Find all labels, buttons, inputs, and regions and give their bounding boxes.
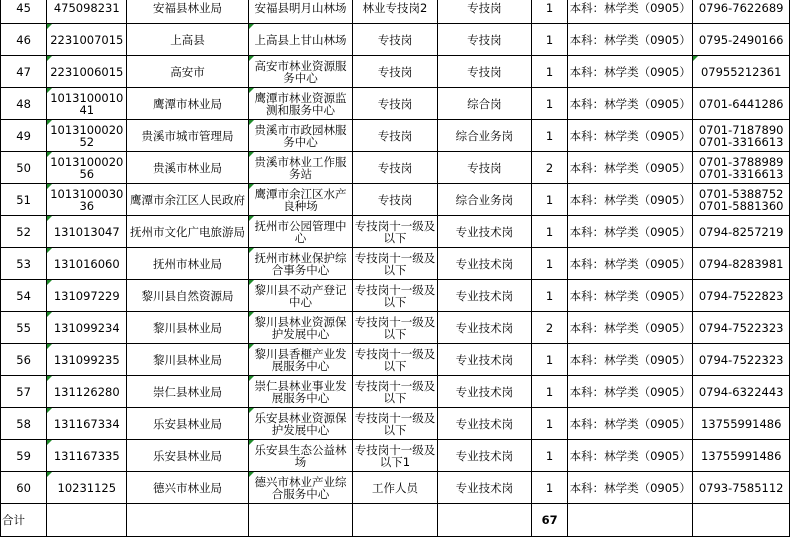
table-row bbox=[1, 376, 790, 408]
cell-dept: 崇仁县林业局 bbox=[127, 376, 248, 408]
cell-type: 专业技术岗 bbox=[437, 280, 532, 312]
cell-unit: 黎川县林业资源保护发展中心 bbox=[248, 312, 353, 344]
total-label: 合计 bbox=[1, 504, 47, 537]
table-row bbox=[1, 408, 790, 440]
cell-dept: 鹰潭市林业局 bbox=[127, 88, 248, 120]
cell-code: 101310003036 bbox=[47, 184, 127, 216]
cell-tel: 0794-8257219 bbox=[693, 216, 790, 248]
table-row bbox=[1, 344, 790, 376]
cell-unit: 抚州市林业保护综合事务中心 bbox=[248, 248, 353, 280]
cell-req: 本科：林学类（0905） bbox=[568, 24, 693, 56]
cell-dept: 乐安县林业局 bbox=[127, 440, 248, 472]
cell-code: 131016060 bbox=[47, 248, 127, 280]
cell-req: 本科：林学类（0905） bbox=[568, 248, 693, 280]
cell-unit: 德兴市林业产业综合服务中心 bbox=[248, 472, 353, 504]
cell-unit: 安福县明月山林场 bbox=[248, 0, 353, 24]
cell-unit: 上高县上甘山林场 bbox=[248, 24, 353, 56]
cell-req: 本科：林学类（0905） bbox=[568, 56, 693, 88]
cell-marker bbox=[693, 56, 698, 61]
cell-type: 专业技术岗 bbox=[437, 344, 532, 376]
table-row bbox=[1, 24, 790, 56]
cell-marker bbox=[249, 24, 254, 29]
cell-code: 2231007015 bbox=[47, 24, 127, 56]
cell-no: 58 bbox=[1, 408, 47, 440]
cell-tel: 0796-7622689 bbox=[693, 0, 790, 24]
cell-dept: 安福县林业局 bbox=[127, 0, 248, 24]
total-row bbox=[1, 504, 790, 537]
cell-tel: 0701-5388752 0701-5881360 bbox=[693, 184, 790, 216]
cell-marker bbox=[47, 408, 52, 413]
cell-num: 1 bbox=[532, 440, 568, 472]
cell-unit: 抚州市公园管理中心 bbox=[248, 216, 353, 248]
table-row bbox=[1, 216, 790, 248]
cell-no: 60 bbox=[1, 472, 47, 504]
cell-num: 1 bbox=[532, 56, 568, 88]
cell-tel: 0793-7585112 bbox=[693, 472, 790, 504]
cell-no: 46 bbox=[1, 24, 47, 56]
cell-marker bbox=[249, 440, 254, 445]
cell-req: 本科：林学类（0905） bbox=[568, 344, 693, 376]
cell-dept: 抚州市文化广电旅游局 bbox=[127, 216, 248, 248]
cell-no: 52 bbox=[1, 216, 47, 248]
cell-marker bbox=[47, 440, 52, 445]
cell-marker bbox=[249, 312, 254, 317]
cell-num: 1 bbox=[532, 376, 568, 408]
cell-req: 本科：林学类（0905） bbox=[568, 0, 693, 24]
cell-dept: 乐安县林业局 bbox=[127, 408, 248, 440]
cell-req: 本科：林学类（0905） bbox=[568, 312, 693, 344]
cell-num: 1 bbox=[532, 0, 568, 24]
cell-type: 专技岗 bbox=[437, 152, 532, 184]
cell-tel: 0794-7522823 bbox=[693, 280, 790, 312]
cell-no: 57 bbox=[1, 376, 47, 408]
cell-post: 专技岗十一级及以下 bbox=[353, 408, 437, 440]
cell-marker bbox=[249, 344, 254, 349]
cell-tel: 0701-7187890 0701-3316613 bbox=[693, 120, 790, 152]
cell-marker bbox=[249, 472, 254, 477]
cell-tel: 0794-7522323 bbox=[693, 312, 790, 344]
cell-type: 专技岗 bbox=[437, 0, 532, 24]
cell-marker bbox=[249, 88, 254, 93]
cell-code: 10231125 bbox=[47, 472, 127, 504]
cell-post: 专技岗十一级及以下 bbox=[353, 216, 437, 248]
cell-dept: 鹰潭市余江区人民政府 bbox=[127, 184, 248, 216]
cell-tel: 0794-8283981 bbox=[693, 248, 790, 280]
cell-no: 51 bbox=[1, 184, 47, 216]
table-row bbox=[1, 56, 790, 88]
cell-marker bbox=[249, 408, 254, 413]
cell-no: 48 bbox=[1, 88, 47, 120]
cell-num: 1 bbox=[532, 24, 568, 56]
cell-type: 专业技术岗 bbox=[437, 472, 532, 504]
cell-dept: 贵溪市林业局 bbox=[127, 152, 248, 184]
cell-no: 54 bbox=[1, 280, 47, 312]
table-row bbox=[1, 280, 790, 312]
cell-post: 专技岗十一级及以下 bbox=[353, 248, 437, 280]
cell-marker bbox=[47, 152, 52, 157]
cell-dept: 黎川县林业局 bbox=[127, 312, 248, 344]
cell-marker bbox=[47, 184, 52, 189]
table-row bbox=[1, 120, 790, 152]
cell-type: 专技岗 bbox=[437, 56, 532, 88]
cell-type: 专业技术岗 bbox=[437, 248, 532, 280]
cell-unit: 崇仁县林业事业发展服务中心 bbox=[248, 376, 353, 408]
cell-marker bbox=[47, 120, 52, 125]
cell-dept: 黎川县自然资源局 bbox=[127, 280, 248, 312]
cell-tel: 13755991486 bbox=[693, 440, 790, 472]
total-value: 67 bbox=[532, 504, 568, 537]
cell-num: 1 bbox=[532, 120, 568, 152]
table-row bbox=[1, 184, 790, 216]
cell-unit: 贵溪市林业工作服务站 bbox=[248, 152, 353, 184]
cell-req: 本科：林学类（0905） bbox=[568, 120, 693, 152]
cell-type: 专业技术岗 bbox=[437, 408, 532, 440]
cell-req: 本科：林学类（0905） bbox=[568, 216, 693, 248]
cell-req: 本科：林学类（0905） bbox=[568, 280, 693, 312]
cell-marker bbox=[249, 216, 254, 221]
cell-post: 专技岗 bbox=[353, 184, 437, 216]
cell-code: 131099235 bbox=[47, 344, 127, 376]
cell-dept: 黎川县林业局 bbox=[127, 344, 248, 376]
cell-marker bbox=[47, 472, 52, 477]
table-row bbox=[1, 248, 790, 280]
cell-marker bbox=[249, 56, 254, 61]
cell-marker bbox=[47, 248, 52, 253]
cell-post: 专技岗 bbox=[353, 120, 437, 152]
cell-code: 131167335 bbox=[47, 440, 127, 472]
cell-code: 101310001041 bbox=[47, 88, 127, 120]
cell-code: 131099234 bbox=[47, 312, 127, 344]
cell-num: 1 bbox=[532, 88, 568, 120]
cell-post: 专技岗十一级及以下 bbox=[353, 312, 437, 344]
cell-unit: 乐安县生态公益林场 bbox=[248, 440, 353, 472]
cell-tel: 13755991486 bbox=[693, 408, 790, 440]
cell-marker bbox=[249, 184, 254, 189]
cell-type: 专业技术岗 bbox=[437, 312, 532, 344]
cell-marker bbox=[47, 216, 52, 221]
cell-marker bbox=[47, 376, 52, 381]
cell-code: 2231006015 bbox=[47, 56, 127, 88]
cell-dept: 高安市 bbox=[127, 56, 248, 88]
cell-tel: 0794-7522323 bbox=[693, 344, 790, 376]
cell-req: 本科：林学类（0905） bbox=[568, 472, 693, 504]
cell-no: 56 bbox=[1, 344, 47, 376]
cell-type: 专业技术岗 bbox=[437, 216, 532, 248]
cell-marker bbox=[249, 248, 254, 253]
cell-type: 专业技术岗 bbox=[437, 376, 532, 408]
cell-num: 2 bbox=[532, 312, 568, 344]
cell-dept: 贵溪市城市管理局 bbox=[127, 120, 248, 152]
cell-type: 综合业务岗 bbox=[437, 120, 532, 152]
cell-unit: 黎川县不动产登记中心 bbox=[248, 280, 353, 312]
cell-marker bbox=[47, 56, 52, 61]
cell-unit: 鹰潭市余江区水产良种场 bbox=[248, 184, 353, 216]
cell-type: 专技岗 bbox=[437, 24, 532, 56]
cell-code: 101310002052 bbox=[47, 120, 127, 152]
cell-dept: 抚州市林业局 bbox=[127, 248, 248, 280]
cell-post: 工作人员 bbox=[353, 472, 437, 504]
cell-unit: 高安市林业资源服务中心 bbox=[248, 56, 353, 88]
cell-marker bbox=[47, 24, 52, 29]
cell-tel: 0794-6322443 bbox=[693, 376, 790, 408]
cell-num: 1 bbox=[532, 216, 568, 248]
cell-marker bbox=[47, 88, 52, 93]
table-row bbox=[1, 152, 790, 184]
cell-type: 综合岗 bbox=[437, 88, 532, 120]
cell-post: 专技岗 bbox=[353, 152, 437, 184]
cell-no: 59 bbox=[1, 440, 47, 472]
cell-unit: 贵溪市市政园林服务中心 bbox=[248, 120, 353, 152]
cell-num: 2 bbox=[532, 152, 568, 184]
cell-marker bbox=[47, 312, 52, 317]
cell-tel: 0701-6441286 bbox=[693, 88, 790, 120]
cell-post: 专技岗 bbox=[353, 56, 437, 88]
cell-post: 林业专技岗2 bbox=[353, 0, 437, 24]
cell-no: 45 bbox=[1, 0, 47, 24]
table-row bbox=[1, 0, 790, 24]
cell-tel: 0795-2490166 bbox=[693, 24, 790, 56]
cell-post: 专技岗十一级及以下 bbox=[353, 280, 437, 312]
cell-post: 专技岗十一级及以下 bbox=[353, 344, 437, 376]
cell-tel: 0701-3788989 0701-3316613 bbox=[693, 152, 790, 184]
cell-req: 本科：林学类（0905） bbox=[568, 88, 693, 120]
cell-post: 专技岗 bbox=[353, 24, 437, 56]
table-row bbox=[1, 312, 790, 344]
cell-no: 53 bbox=[1, 248, 47, 280]
cell-req: 本科：林学类（0905） bbox=[568, 184, 693, 216]
cell-num: 1 bbox=[532, 344, 568, 376]
cell-no: 49 bbox=[1, 120, 47, 152]
table-row bbox=[1, 88, 790, 120]
cell-req: 本科：林学类（0905） bbox=[568, 152, 693, 184]
cell-dept: 上高县 bbox=[127, 24, 248, 56]
cell-marker bbox=[47, 344, 52, 349]
cell-unit: 黎川县香榧产业发展服务中心 bbox=[248, 344, 353, 376]
cell-marker bbox=[249, 152, 254, 157]
cell-tel: 07955212361 bbox=[693, 56, 790, 88]
cell-dept: 德兴市林业局 bbox=[127, 472, 248, 504]
cell-marker bbox=[47, 280, 52, 285]
table-row bbox=[1, 472, 790, 504]
cell-unit: 鹰潭市林业资源监测和服务中心 bbox=[248, 88, 353, 120]
cell-code: 131097229 bbox=[47, 280, 127, 312]
cell-num: 1 bbox=[532, 184, 568, 216]
cell-req: 本科：林学类（0905） bbox=[568, 376, 693, 408]
cell-post: 专技岗十一级及以下1 bbox=[353, 440, 437, 472]
cell-code: 131126280 bbox=[47, 376, 127, 408]
cell-no: 55 bbox=[1, 312, 47, 344]
table-row bbox=[1, 440, 790, 472]
cell-marker bbox=[249, 280, 254, 285]
cell-code: 475098231 bbox=[47, 0, 127, 24]
cell-unit: 乐安县林业资源保护发展中心 bbox=[248, 408, 353, 440]
cell-marker bbox=[249, 376, 254, 381]
cell-req: 本科：林学类（0905） bbox=[568, 440, 693, 472]
cell-type: 综合业务岗 bbox=[437, 184, 532, 216]
cell-num: 1 bbox=[532, 248, 568, 280]
cell-code: 131167334 bbox=[47, 408, 127, 440]
cell-post: 专技岗 bbox=[353, 88, 437, 120]
cell-no: 50 bbox=[1, 152, 47, 184]
cell-num: 1 bbox=[532, 280, 568, 312]
cell-marker bbox=[249, 120, 254, 125]
cell-type: 专业技术岗 bbox=[437, 440, 532, 472]
cell-post: 专技岗十一级及以下 bbox=[353, 376, 437, 408]
cell-num: 1 bbox=[532, 472, 568, 504]
cell-code: 101310002056 bbox=[47, 152, 127, 184]
cell-no: 47 bbox=[1, 56, 47, 88]
cell-code: 131013047 bbox=[47, 216, 127, 248]
cell-req: 本科：林学类（0905） bbox=[568, 408, 693, 440]
cell-num: 1 bbox=[532, 408, 568, 440]
